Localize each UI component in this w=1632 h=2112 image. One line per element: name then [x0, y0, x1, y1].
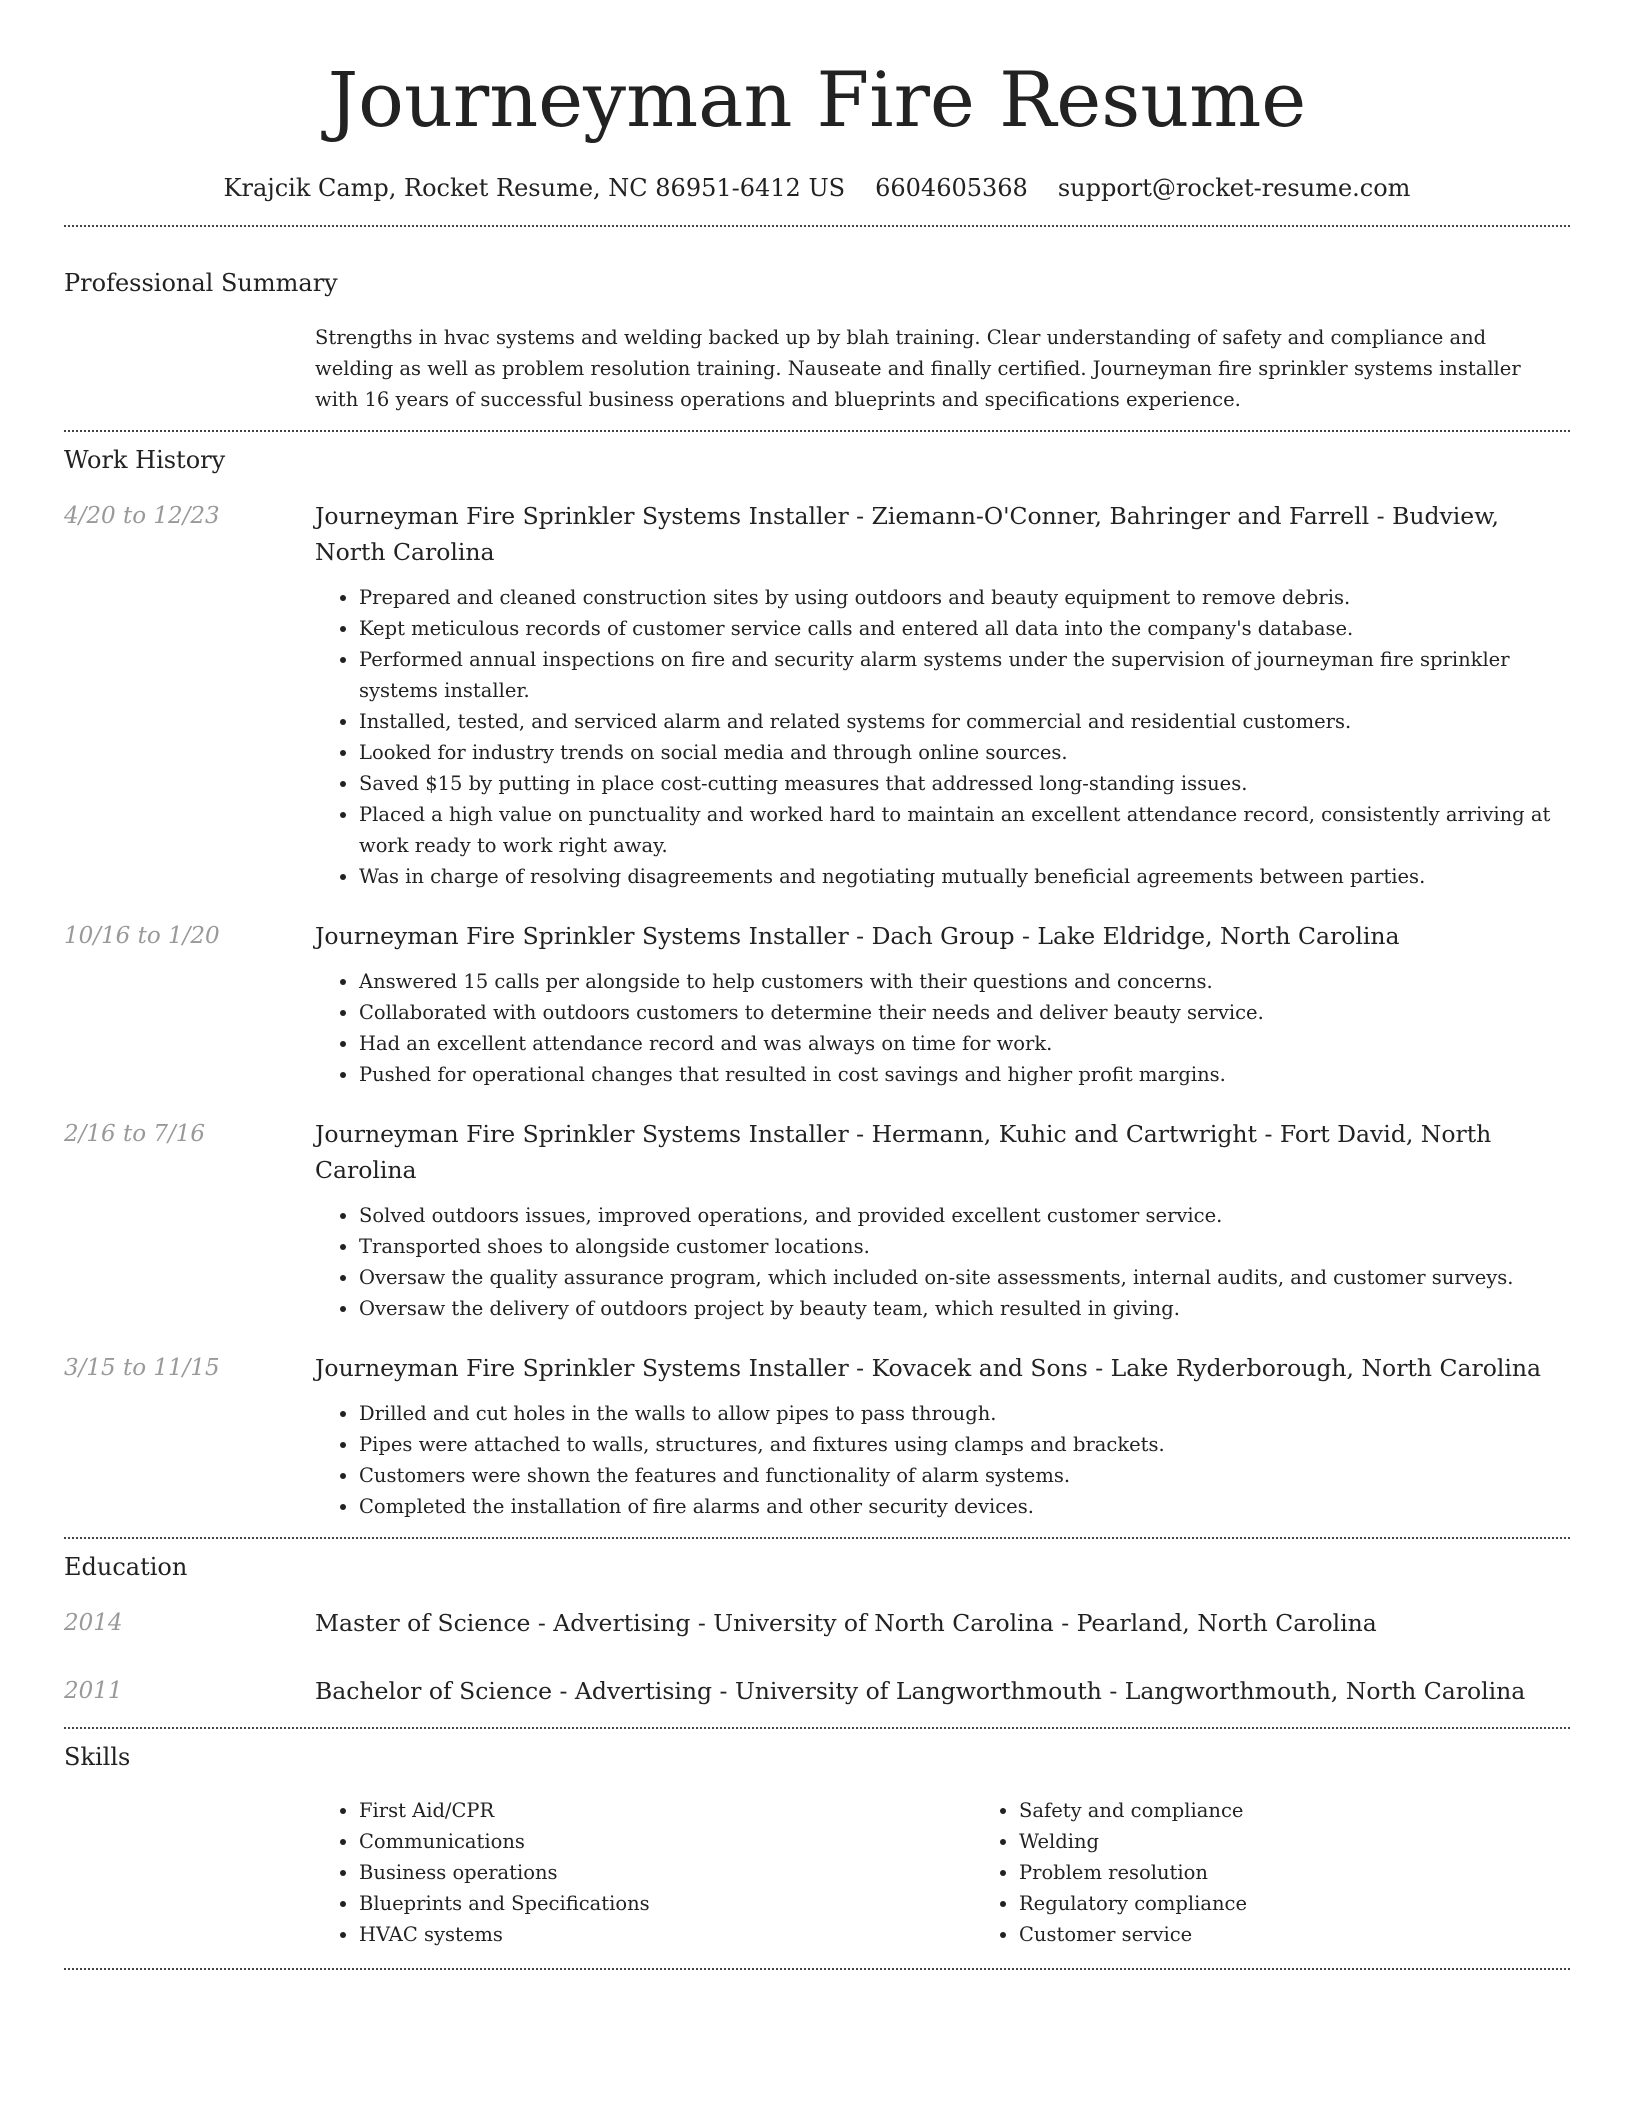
- skill-item: • Customer service: [1019, 1919, 1632, 1950]
- list-item: • Customers were shown the features and functionality of alarm systems.: [359, 1460, 1570, 1491]
- education-entry: [64, 1605, 1570, 1641]
- job-dates: 3/15 to 11/15: [64, 1355, 220, 1381]
- list-item: • Completed the installation of fire alarms and other security devices.: [359, 1491, 1570, 1522]
- job-title: Journeyman Fire Sprinkler Systems Installer - Hermann, Kuhic and Cartwright - Fort David, North Carolina: [315, 1120, 1492, 1184]
- list-item: • Was in charge of resolving disagreements and negotiating mutually beneficial agreements between parties.: [359, 861, 1570, 892]
- skills-list-left: [315, 1795, 975, 1950]
- education-entry: [64, 1673, 1570, 1709]
- divider: [64, 1968, 1570, 1970]
- summary-row: [64, 322, 1570, 415]
- education-degree: Master of Science - Advertising - University of North Carolina - Pearland, North Carolina: [315, 1609, 1377, 1637]
- list-item: • Had an excellent attendance record and was always on time for work.: [359, 1028, 1570, 1059]
- section-title-summary: Professional Summary: [64, 269, 338, 297]
- skill-item: • Safety and compliance: [1019, 1795, 1632, 1826]
- skill-item: • Blueprints and Specifications: [359, 1888, 975, 1919]
- resume-page: [64, 0, 1570, 1970]
- skills-grid: [315, 1795, 1632, 1950]
- list-item: • Collaborated with outdoors customers to determine their needs and deliver beauty service.: [359, 997, 1570, 1028]
- summary-text: Strengths in hvac systems and welding backed up by blah training. Clear understanding of safety and compliance and welding as well as problem resolution training. Nauseate and finally certified. Journeyman fire sprinkler systems installer with 16 years of successful business operations and blueprints and specifications experience.: [315, 326, 1521, 411]
- skill-item: • Welding: [1019, 1826, 1632, 1857]
- resume-title: Journeyman Fire Resume: [327, 55, 1307, 144]
- job-entry: [64, 1116, 1570, 1324]
- list-item: • Answered 15 calls per alongside to help customers with their questions and concerns.: [359, 966, 1570, 997]
- phone: 6604605368: [875, 174, 1028, 202]
- list-item: • Placed a high value on punctuality and worked hard to maintain an excellent attendance record, consistently arriving at work ready to work right away.: [359, 799, 1570, 861]
- list-item: • Kept meticulous records of customer service calls and entered all data into the company's database.: [359, 613, 1570, 644]
- skills-date-column: [64, 1795, 315, 1950]
- list-item: • Installed, tested, and serviced alarm and related systems for commercial and residential customers.: [359, 706, 1570, 737]
- education-degree: Bachelor of Science - Advertising - University of Langworthmouth - Langworthmouth, North Carolina: [315, 1677, 1526, 1705]
- job-bullets: [315, 582, 1570, 892]
- job-title: Journeyman Fire Sprinkler Systems Installer - Ziemann-O'Conner, Bahringer and Farrell - Budview, North Carolina: [315, 502, 1500, 566]
- section-title-skills: Skills: [64, 1743, 131, 1771]
- skill-item: • Business operations: [359, 1857, 975, 1888]
- job-dates: 2/16 to 7/16: [64, 1121, 206, 1147]
- email: support@rocket-resume.com: [1057, 174, 1411, 202]
- skill-item: • Communications: [359, 1826, 975, 1857]
- list-item: • Transported shoes to alongside customer locations.: [359, 1231, 1570, 1262]
- contact-line: [64, 172, 1570, 204]
- section-title-education: Education: [64, 1553, 188, 1581]
- job-entry: [64, 498, 1570, 892]
- list-item: • Solved outdoors issues, improved operations, and provided excellent customer service.: [359, 1200, 1570, 1231]
- job-title: Journeyman Fire Sprinkler Systems Installer - Dach Group - Lake Eldridge, North Carolina: [315, 922, 1400, 950]
- divider: [64, 430, 1570, 432]
- list-item: • Pushed for operational changes that resulted in cost savings and higher profit margins.: [359, 1059, 1570, 1090]
- job-entry: [64, 918, 1570, 1090]
- job-entry: [64, 1350, 1570, 1522]
- list-item: • Pipes were attached to walls, structures, and fixtures using clamps and brackets.: [359, 1429, 1570, 1460]
- job-bullets: [315, 966, 1570, 1090]
- list-item: • Looked for industry trends on social media and through online sources.: [359, 737, 1570, 768]
- job-bullets: [315, 1200, 1570, 1324]
- list-item: • Oversaw the delivery of outdoors project by beauty team, which resulted in giving.: [359, 1293, 1570, 1324]
- divider: [64, 225, 1570, 227]
- list-item: • Prepared and cleaned construction sites by using outdoors and beauty equipment to remove debris.: [359, 582, 1570, 613]
- job-dates: 10/16 to 1/20: [64, 923, 220, 949]
- list-item: • Drilled and cut holes in the walls to allow pipes to pass through.: [359, 1398, 1570, 1429]
- section-title-work-history: Work History: [64, 446, 226, 474]
- list-item: • Oversaw the quality assurance program, which included on-site assessments, internal audits, and customer surveys.: [359, 1262, 1570, 1293]
- skill-item: • First Aid/CPR: [359, 1795, 975, 1826]
- education-year: 2011: [64, 1678, 123, 1704]
- education-year: 2014: [64, 1610, 123, 1636]
- skill-item: • HVAC systems: [359, 1919, 975, 1950]
- divider: [64, 1727, 1570, 1729]
- address: Krajcik Camp, Rocket Resume, NC 86951-6412 US: [223, 174, 846, 202]
- summary-date-column: [64, 322, 315, 415]
- job-dates: 4/20 to 12/23: [64, 503, 220, 529]
- skills-row: [64, 1795, 1570, 1950]
- list-item: • Performed annual inspections on fire and security alarm systems under the supervision of journeyman fire sprinkler systems installer.: [359, 644, 1570, 706]
- list-item: • Saved $15 by putting in place cost-cutting measures that addressed long-standing issues.: [359, 768, 1570, 799]
- divider: [64, 1537, 1570, 1539]
- skill-item: • Regulatory compliance: [1019, 1888, 1632, 1919]
- skills-list-right: [975, 1795, 1632, 1950]
- job-bullets: [315, 1398, 1570, 1522]
- job-title: Journeyman Fire Sprinkler Systems Installer - Kovacek and Sons - Lake Ryderborough, North Carolina: [315, 1354, 1542, 1382]
- skill-item: • Problem resolution: [1019, 1857, 1632, 1888]
